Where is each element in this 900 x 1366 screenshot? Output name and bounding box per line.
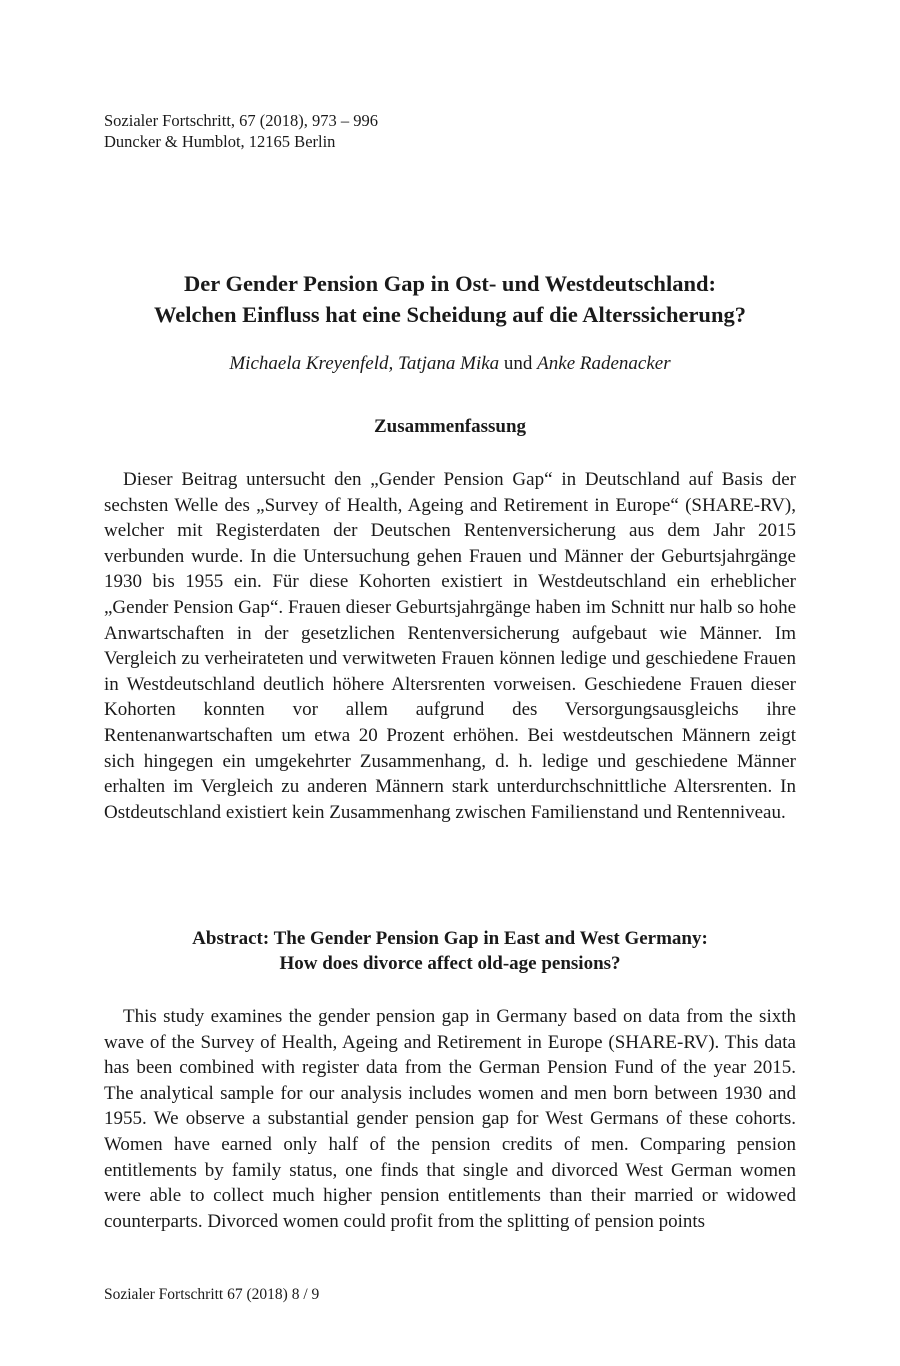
title-line-2: Welchen Einfluss hat eine Scheidung auf die Alterssicherung?: [154, 302, 746, 327]
author-conjunction: und: [499, 353, 538, 374]
abstract-text: This study examines the gender pension gap in Germany based on data from the sixth wave of the Survey of Health, Ageing and Retirement in Europe (SHARE-RV). This data has been combined with register data from the German Pension Fund of the year 2015. The analytical sample for our analysis includes women and men born between 1930 and 1955. We observe a substantial gender pension gap for West Germans of these cohorts. Women have earned only half of the pension credits of men. Comparing pension entitlements by family status, one finds that single and divorced West German women were able to collect much higher pension entitlements than their married or widowed counterparts. Divorced women could profit from the splitting of pension points: [104, 1006, 796, 1232]
author-list: [60, 351, 840, 377]
page-footer: Sozialer Fortschritt 67 (2018) 8 / 9: [104, 1286, 320, 1303]
publisher-line: Duncker & Humblot, 12165 Berlin: [104, 132, 336, 151]
author-kreyenfeld: Michaela Kreyenfeld,: [229, 353, 394, 374]
author-mika: Tatjana Mika: [398, 353, 500, 374]
abstract-heading-line-2: How does divorce affect old-age pensions?: [279, 953, 621, 974]
author-radenacker: Anke Radenacker: [537, 353, 671, 374]
journal-header: [104, 110, 378, 152]
zusammenfassung-heading: Zusammenfassung: [373, 416, 527, 437]
title-line-1: Der Gender Pension Gap in Ost- und Westdeutschland:: [184, 271, 716, 296]
journal-citation: Sozialer Fortschritt, 67 (2018), 973 – 996: [104, 111, 379, 130]
zusammenfassung-text: Dieser Beitrag untersucht den „Gender Pension Gap“ in Deutschland auf Basis der sechsten Welle des „Survey of Health, Ageing and Retirement in Europe“ (SHARE-RV), welcher mit Registerdaten der Deutschen Rentenversicherung aus dem Jahr 2015 verbunden wurde. In die Untersuchung gehen Frauen und Männer der Geburtsjahrgänge 1930 bis 1955 ein. Für diese Kohorten existiert in Westdeutschland ein erheblicher „Gender Pension Gap“. Frauen dieser Geburtsjahrgänge haben im Schnitt nur halb so hohe Anwartschaften in der gesetzlichen Rentenversicherung aufgebaut wie Männer. Im Vergleich zu verheirateten und verwitweten Frauen können ledige und geschiedene Frauen in Westdeutschland deutlich höhere Altersrenten vorweisen. Geschiedene Frauen dieser Kohorten konnten vor allem aufgrund des Versorgungsausgleichs ihre Rentenanwartschaften um etwa 20 Prozent erhöhen. Bei westdeutschen Männern zeigt sich hingegen ein umgekehrter Zusammenhang, d. h. ledige und geschiedene Männer erhalten im Vergleich zu anderen Männern stark unterdurchschnittliche Altersrenten. In Ostdeutschland existiert kein Zusammenhang zwischen Familienstand und Rentenniveau.: [104, 469, 796, 823]
article-title: [60, 268, 840, 330]
abstract-heading-line-1: Abstract: The Gender Pension Gap in East and West Germany:: [192, 928, 708, 949]
abstract-heading: [60, 926, 840, 976]
